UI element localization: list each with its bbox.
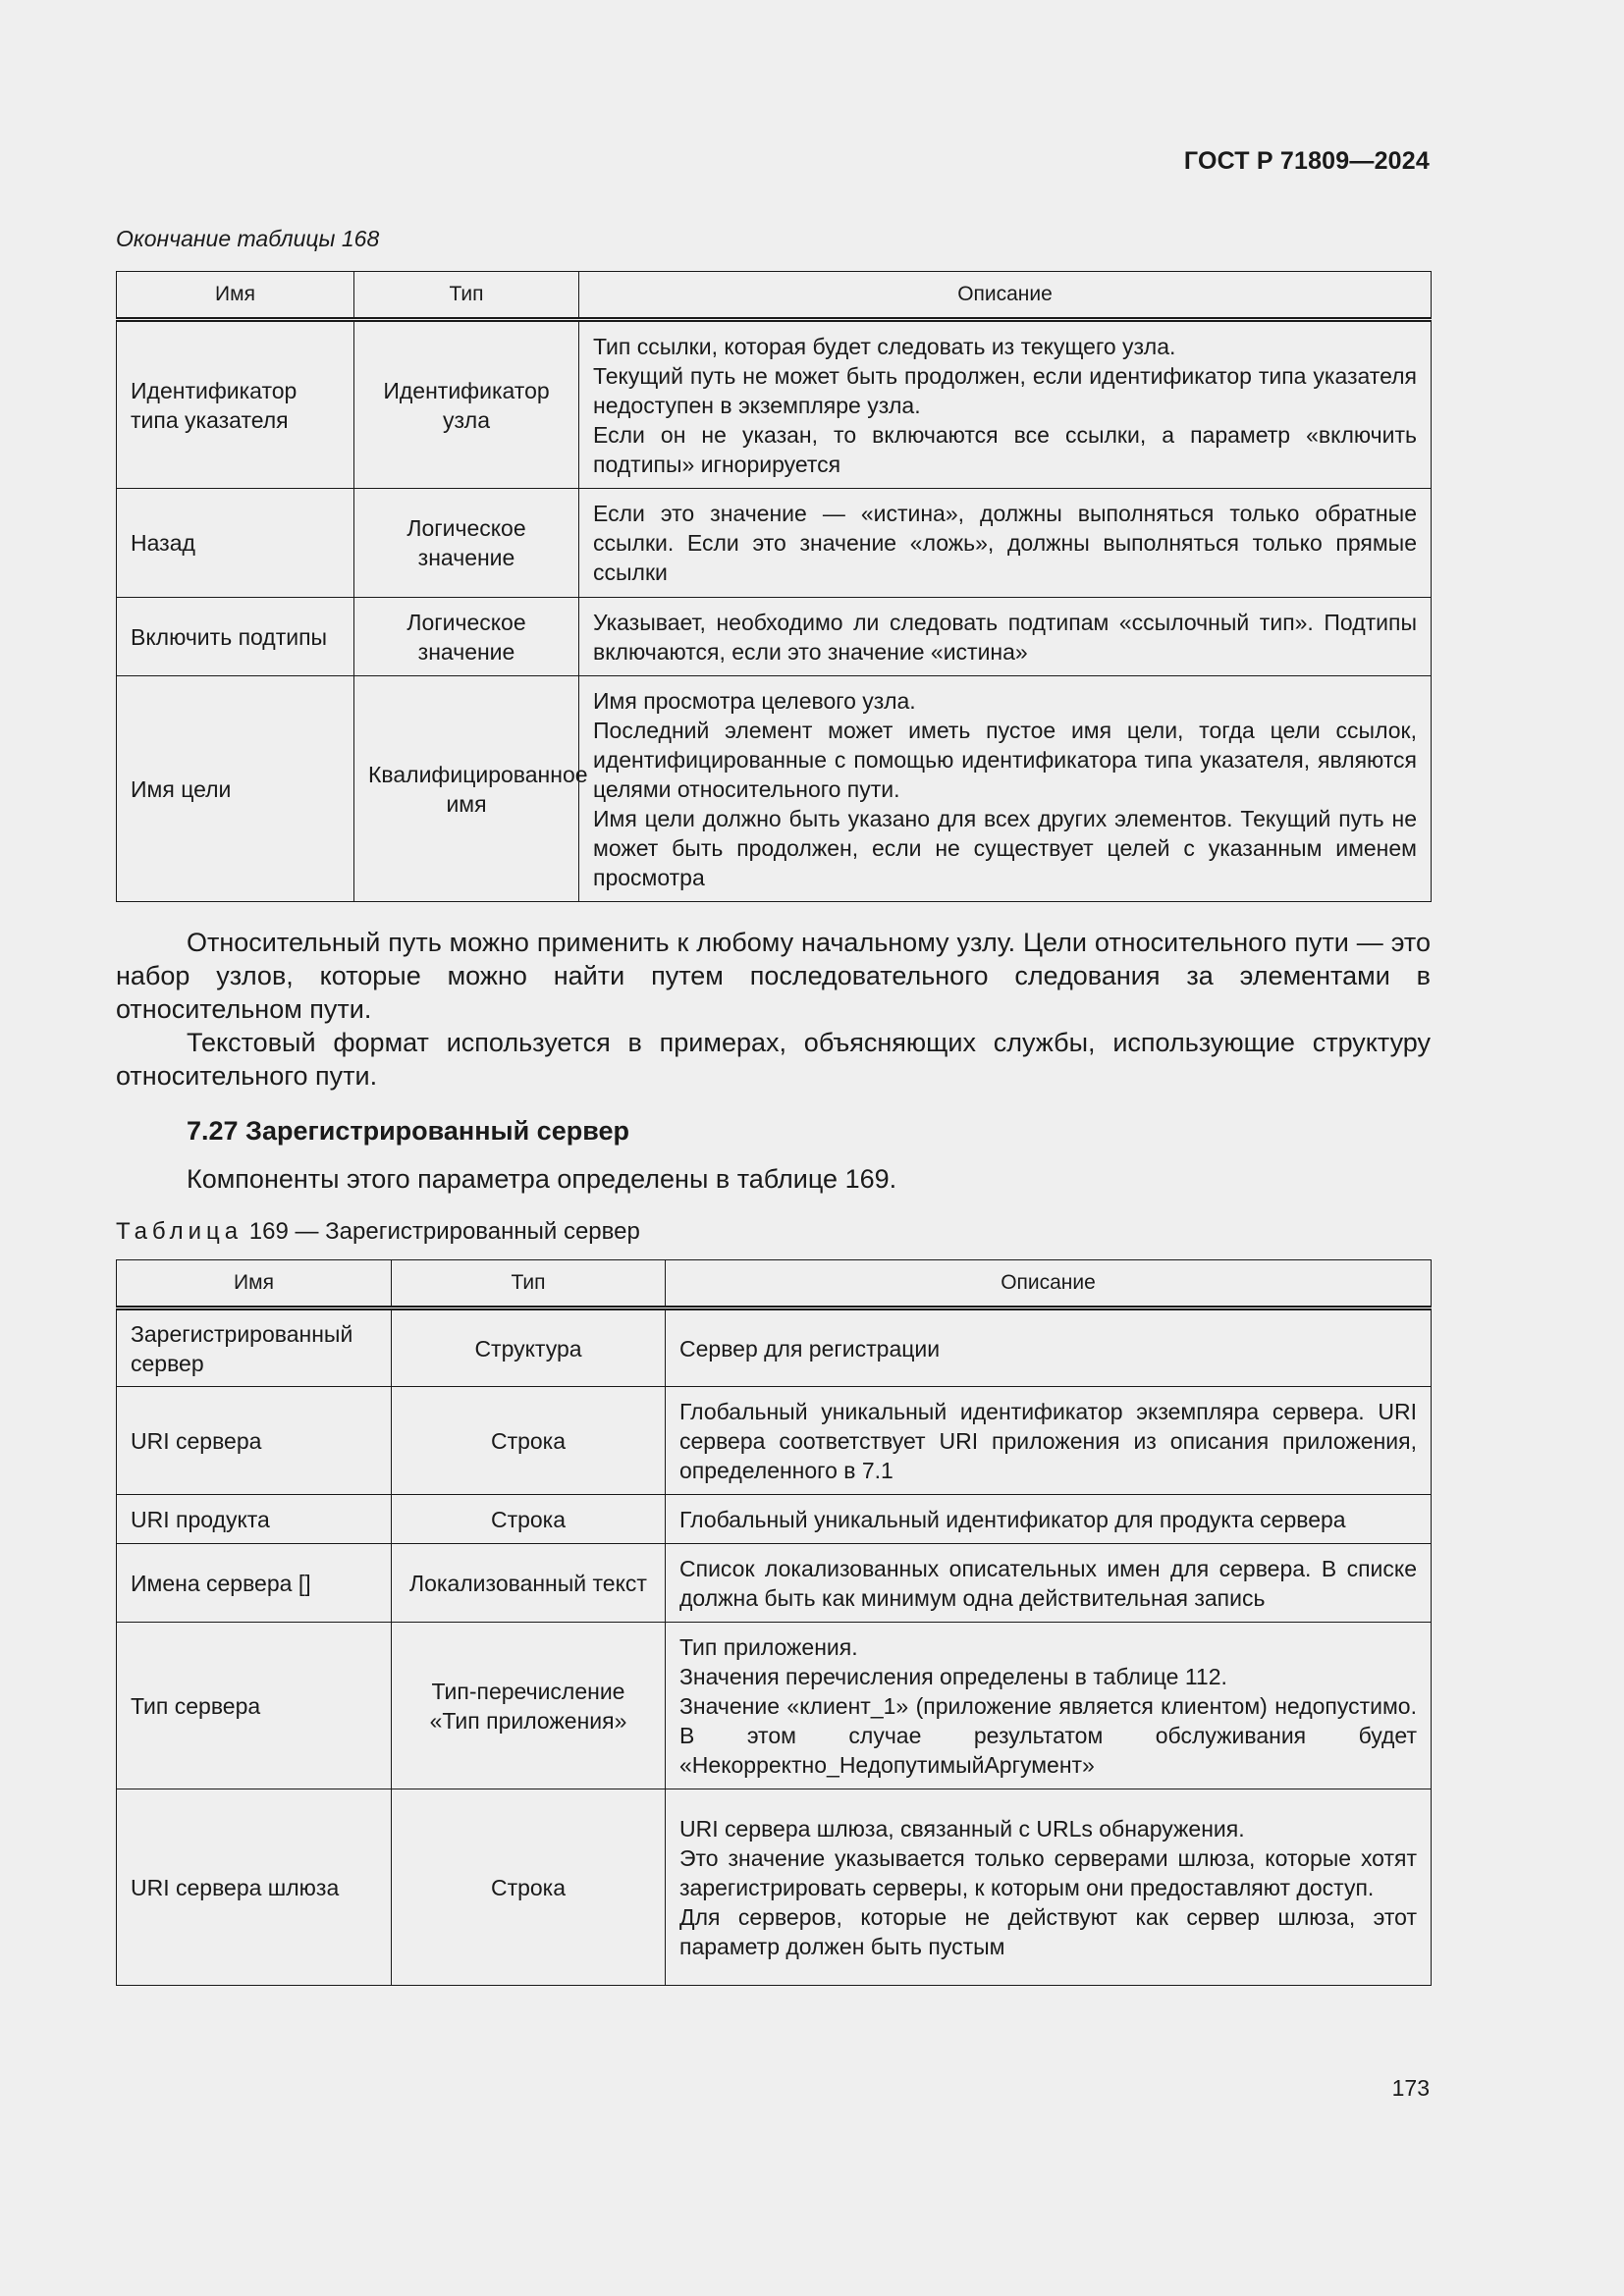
- desc-line: URI сервера шлюза, связанный с URLs обнаружения.: [679, 1815, 1245, 1842]
- cell-name: URI сервера: [117, 1387, 392, 1495]
- cell-name: Зарегистрированный сервер: [117, 1308, 392, 1387]
- header-type: Тип: [354, 272, 579, 320]
- cell-description: [666, 1789, 1432, 1986]
- document-standard-header: ГОСТ Р 71809—2024: [1183, 147, 1430, 175]
- cell-type: Квалифицированное имя: [354, 676, 579, 902]
- cell-type: Идентификатор узла: [354, 320, 579, 489]
- desc-line: Список локализованных описательных имен для сервера. В списке должна быть как минимум одна действительная запись: [679, 1555, 1417, 1611]
- desc-line: Значение «клиент_1» (приложение является клиентом) недопустимо. В этом случае результатом обслуживания будет «Некорректно_НедопутимыйАргумент»: [679, 1692, 1417, 1778]
- table-header-row: [117, 272, 1432, 320]
- table-row: [117, 598, 1432, 676]
- desc-line: Значения перечисления определены в таблице 112.: [679, 1663, 1227, 1689]
- cell-description: [666, 1495, 1432, 1544]
- desc-line: Имя цели должно быть указано для всех других элементов. Текущий путь не может быть продолжен, если не существует целей с указанным именем просмотра: [593, 805, 1417, 890]
- desc-line: Имя просмотра целевого узла.: [593, 687, 916, 714]
- header-name: Имя: [117, 272, 354, 320]
- body-paragraph-text-format: Текстовый формат используется в примерах, объясняющих службы, использующие структуру относительного пути.: [116, 1028, 1431, 1091]
- table-row: [117, 1789, 1432, 1986]
- desc-line: Глобальный уникальный идентификатор экземпляра сервера. URI сервера соответствует URI приложения из описания приложения, определенного в 7.1: [679, 1398, 1417, 1483]
- desc-line: Тип ссылки, которая будет следовать из текущего узла.: [593, 333, 1176, 359]
- table-168: [116, 271, 1432, 902]
- table-caption-label: Таблица: [116, 1218, 244, 1245]
- cell-name: Идентификатор типа указателя: [117, 320, 354, 489]
- table-header-row: [117, 1260, 1432, 1308]
- table-169-caption: [116, 1218, 640, 1246]
- cell-description: [666, 1623, 1432, 1789]
- cell-description: [666, 1544, 1432, 1623]
- cell-type: Строка: [392, 1387, 666, 1495]
- desc-line: Тип приложения.: [679, 1633, 858, 1660]
- cell-name: Включить подтипы: [117, 598, 354, 676]
- desc-line: Последний элемент может иметь пустое имя цели, тогда цели ссылок, идентифицированные с помощью идентификатора типа указателя, являются целями относительного пути.: [593, 717, 1417, 802]
- table-caption-text: 169 — Зарегистрированный сервер: [248, 1218, 640, 1245]
- cell-description: [579, 598, 1432, 676]
- desc-line: Глобальный уникальный идентификатор для продукта сервера: [679, 1506, 1346, 1532]
- cell-type: Строка: [392, 1495, 666, 1544]
- section-title: 7.27 Зарегистрированный сервер: [187, 1116, 629, 1146]
- cell-name: Имя цели: [117, 676, 354, 902]
- table-169: [116, 1259, 1432, 1986]
- header-name: Имя: [117, 1260, 392, 1308]
- cell-type: Структура: [392, 1308, 666, 1387]
- header-description: Описание: [579, 272, 1432, 320]
- desc-line: Сервер для регистрации: [679, 1335, 941, 1362]
- desc-line: Для серверов, которые не действуют как сервер шлюза, этот параметр должен быть пустым: [679, 1903, 1417, 1959]
- desc-line: Если это значение — «истина», должны выполняться только обратные ссылки. Если это значение «ложь», должны выполняться только прямые ссылки: [593, 501, 1417, 585]
- header-type: Тип: [392, 1260, 666, 1308]
- cell-type: Локализованный текст: [392, 1544, 666, 1623]
- table-row: [117, 1308, 1432, 1387]
- desc-line: Текущий путь не может быть продолжен, если идентификатор типа указателя недоступен в экземпляре узла.: [593, 362, 1417, 418]
- cell-type: Тип-перечисление «Тип приложения»: [392, 1623, 666, 1789]
- cell-description: [666, 1387, 1432, 1495]
- cell-name: Имена сервера []: [117, 1544, 392, 1623]
- cell-type: Логическое значение: [354, 489, 579, 598]
- page-number: 173: [1391, 2075, 1430, 2101]
- table-row: [117, 1495, 1432, 1544]
- cell-name: URI сервера шлюза: [117, 1789, 392, 1986]
- body-paragraph-components: Компоненты этого параметра определены в таблице 169.: [187, 1164, 897, 1194]
- header-description: Описание: [666, 1260, 1432, 1308]
- cell-description: [579, 676, 1432, 902]
- cell-name: URI продукта: [117, 1495, 392, 1544]
- cell-description: [579, 489, 1432, 598]
- table-row: [117, 1387, 1432, 1495]
- table-row: [117, 320, 1432, 489]
- cell-type: Логическое значение: [354, 598, 579, 676]
- desc-line: Если он не указан, то включаются все ссылки, а параметр «включить подтипы» игнорируется: [593, 421, 1417, 477]
- table-row: [117, 676, 1432, 902]
- cell-type: Строка: [392, 1789, 666, 1986]
- cell-name: Тип сервера: [117, 1623, 392, 1789]
- cell-description: [579, 320, 1432, 489]
- desc-line: Указывает, необходимо ли следовать подтипам «ссылочный тип». Подтипы включаются, если это значение «истина»: [593, 609, 1417, 665]
- desc-line: Это значение указывается только серверами шлюза, которые хотят зарегистрировать серверы, к которым они предоставляют доступ.: [679, 1844, 1417, 1900]
- table-row: [117, 489, 1432, 598]
- body-paragraph-relative-path: Относительный путь можно применить к любому начальному узлу. Цели относительного пути — это набор узлов, которые можно найти путем последовательного следования за элементами в относительном пути.: [116, 928, 1431, 1024]
- table-168-continuation-caption: Окончание таблицы 168: [116, 226, 380, 251]
- cell-name: Назад: [117, 489, 354, 598]
- table-row: [117, 1623, 1432, 1789]
- table-row: [117, 1544, 1432, 1623]
- cell-description: [666, 1308, 1432, 1387]
